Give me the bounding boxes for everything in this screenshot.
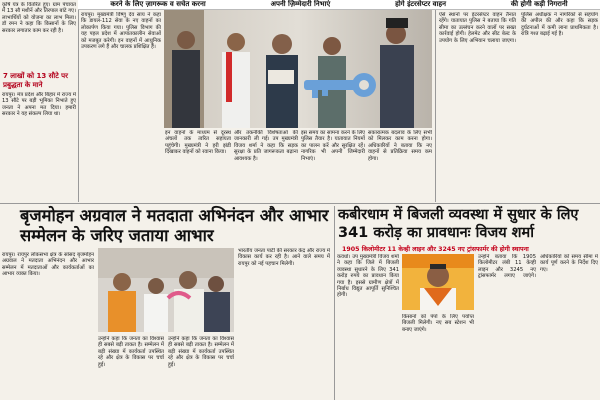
left-story-side-text: रायपुर। रायपुर लोकसभा क्षेत्र के सांसद बृजमोहन अग्रवाल ने मतदाता अभिनंदन और आभार सम्मेलन में मतदाताओं और कार्यकर्ताओं का आभार व्यक्त किया।	[2, 252, 94, 278]
strip-item: करने के लिए ज़ागरूक व सचेत करना	[110, 0, 206, 8]
column-divider	[435, 10, 436, 202]
column-divider	[334, 206, 335, 400]
strip-item: होगे इंटरसेप्टर वाहन	[395, 0, 446, 8]
left-story-right-text: भारतीय जनता पार्टी की सरकार केंद्र और राज्य में विकास कार्य कर रही है। आने वाले समय में रायपुर को नई पहचान मिलेगी।	[238, 248, 330, 267]
strip-item: की होगी कड़ी निगरानी	[510, 0, 568, 8]
right-story-col1: कवर्धा। उप मुख्यमंत्री विजय शर्मा ने कहा कि जिले में बिजली व्यवस्था सुधारने के लिए 341 करोड़ रुपये का प्रावधान किया गया है। इससे ग्रामीण क्षेत्रों में निर्बाध विद्युत आपूर्ति सुनिश्चित होगी।	[337, 254, 399, 299]
left-story-bottom-text: उन्होंने कहा कि जनता का विश्वास ही सबसे बड़ी ताकत है। सम्मेलन में बड़ी संख्या में कार्यकर्ता उपस्थित रहे और क्षेत्र के विकास पर चर्चा हुई।	[98, 336, 164, 368]
left-column-text-top: कृषि यंत्र के वितरित हुए। ग्राम पंचायत में 13 सौ मशीनें और तिरपाल बांटे गए। लाभार्थियों को योजना का लाभ मिला। डॉ रमन ने कहा कि किसानों के लिए सरकार लगातार काम कर रही है।	[2, 2, 76, 34]
center-article-col1b: इन वाहनों के माध्यम से दूरस्थ अंचलों तक त्वरित सहायता पहुंचेगी। मुख्यमंत्री ने हरी झंडी दिखाकर वाहनों को रवाना किया।	[165, 130, 231, 156]
strip-item: अपनी ज़िम्मेदारी निभाएं	[270, 0, 331, 8]
right-column-text: ऐसे स्थानों पर इंटरसेप्टर वाहन तैनात रहेंगे। यातायात पुलिस ने बताया कि गति सीमा का उल्लंघन करने वालों पर सख्त कार्रवाई होगी। हेलमेट और सीट बेल्ट के उपयोग के लिए अभियान चलाया जाएगा। पुलिस अधीक्षक ने नागरिकों से सहयोग की अपील की और कहा कि सड़क दुर्घटनाओं में कमी लाना प्राथमिकता है। रात्रि गश्त बढ़ाई गई है।	[439, 12, 598, 44]
top-headline-strip	[78, 0, 600, 10]
left-column-kicker: 7 लाखों को 13 सौटे पर प्रबुद्धता के माने	[3, 72, 68, 89]
minister-portrait	[402, 254, 474, 310]
right-story-col3: उन्होंने बताया कि 1905 किलोमीटर लंबी 11 केव्ही लाइन और 3245 नए ट्रांसफार्मर लगाए जाएंगे। अधिकारियों को समय सीमा में कार्य पूर्ण करने के निर्देश दिए गए।	[478, 254, 598, 280]
column-divider	[78, 10, 79, 202]
left-story-bottom-text-2: उन्होंने कहा कि जनता का विश्वास ही सबसे बड़ी ताकत है। सम्मेलन में बड़ी संख्या में कार्यकर्ता उपस्थित रहे और क्षेत्र के विकास पर चर्चा हुई।	[168, 336, 234, 368]
right-story-subhead: 1905 किलोमीटर 11 केव्ही लाइन और 3245 नए ट्रांसफार्मर की होगी स्थापना	[342, 246, 529, 253]
ceremony-photo	[164, 10, 432, 128]
center-article-col4: सकारात्मक बदलाव के लिए सभी को मिलकर काम करना होगा। अधिकारियों ने बताया कि नए वाहनों से प्रतिक्रिया समय कम होगा।	[368, 130, 432, 162]
felicitation-photo-illustration	[98, 248, 234, 332]
ceremony-photo-illustration	[164, 10, 432, 128]
left-column-text-bottom: रायपुर। मंत्र प्रदेश और बिहार में राज्य में 13 सौटे पर बड़ी भूमिका निभाते हुए जनता ने अपना मत दिया। हमारी सरकार ने यह संकल्प लिया था।	[2, 92, 76, 118]
left-story-headline: बृजमोहन अग्रवाल ने मतदाता अभिनंदन और आभार सम्मेलन के जरिए जताया आभार	[20, 206, 329, 245]
right-story-col2: किसानों को पंपों के लिए पर्याप्त बिजली मिलेगी। नए सब स्टेशन भी बनाए जाएंगे।	[402, 314, 474, 333]
right-story-headline: कबीरधाम में बिजली व्यवस्था में सुधार के लिए 341 करोड़ का प्रावधानः विजय शर्मा	[338, 207, 579, 241]
felicitation-photo	[98, 248, 234, 332]
center-article-col2: और तकनीकी विशेषताओं की जानकारी ली गई। उप मुख्यमंत्री विजय शर्मा ने कहा कि सड़क सुरक्षा के प्रति जागरूकता बढ़ाना आवश्यक है।	[234, 130, 298, 162]
minister-portrait-illustration	[402, 254, 474, 310]
center-article-col3: इस समय का सामना करने के लिए पुलिस तैयार है। यातायात नियमों का पालन करें और सुरक्षित रहें। नागरिक भी अपनी जिम्मेदारी निभाएं।	[301, 130, 365, 162]
section-divider	[0, 203, 600, 204]
center-article-col1: रायपुर। मुख्यमंत्री विष्णु देव साय ने कहा कि डायल-112 सेवा के नए वाहनों का लोकार्पण किया गया। पुलिस विभाग की यह पहल प्रदेश में आपातकालीन सेवाओं को मजबूत करेगी। इन वाहनों में आधुनिक उपकरण लगे हैं और चालक प्रशिक्षित हैं।	[81, 12, 161, 51]
